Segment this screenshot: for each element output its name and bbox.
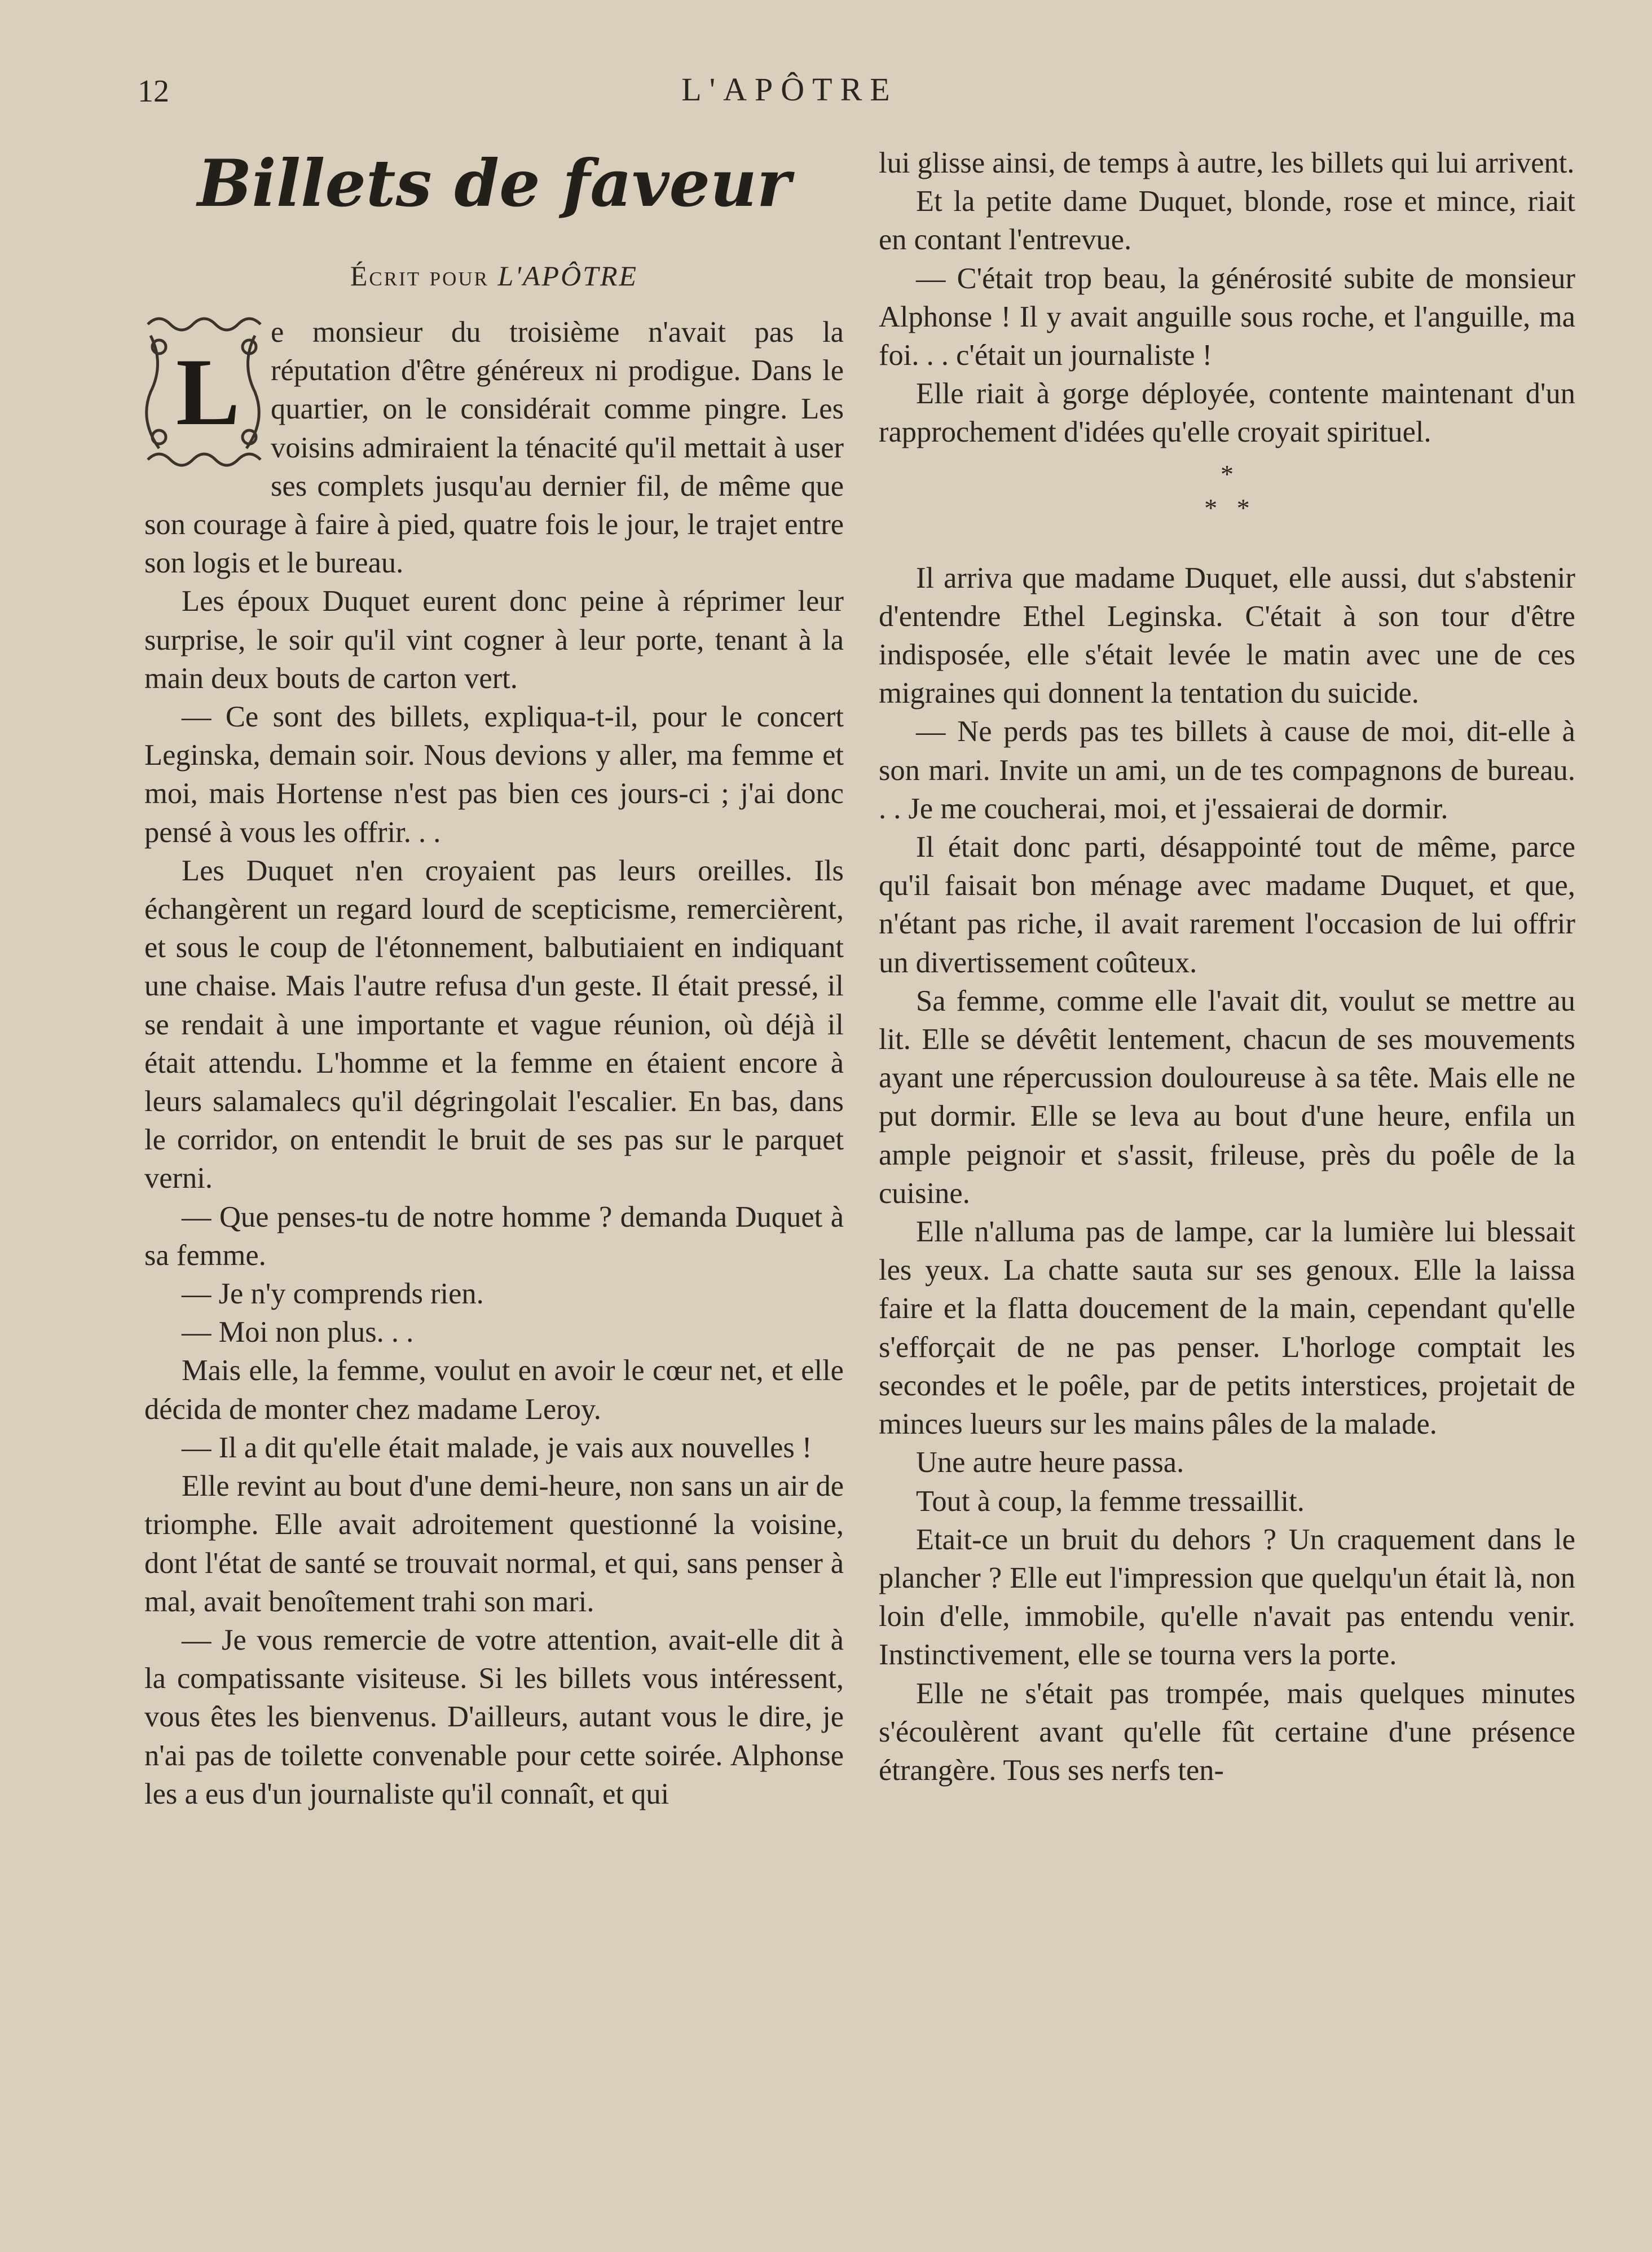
paragraph: Il était donc parti, désappointé tout de même, parce qu'il faisait bon ménage avec madame Duquet, et que, n'étant pas riche, il avait rarement l'occasion de lui offrir un divertissement coûteux. [879,831,1575,979]
right-column [879,144,1575,1790]
paragraph: — Je n'y comprends rien. [182,1277,484,1311]
running-head: L'APÔTRE [681,71,898,108]
paragraph: Elle riait à gorge déployée, contente maintenant d'un rapprochement d'idées qu'elle croyait spirituel. [879,377,1575,449]
paragraph: — Je vous remercie de votre attention, avait-elle dit à la compatissante visiteuse. Si les billets vous intéressent, vous êtes les bienvenus. D'ailleurs, autant vous le dire, je n'ai pas de toilette convenable pour cette soirée. Alphonse les a eus d'un journaliste qu'il connaît, et qui [144,1623,844,1810]
paragraph: — C'était trop beau, la générosité subite de monsieur Alphonse ! Il y avait anguille sous roche, et l'anguille, ma foi. . . c'était un journaliste ! [879,262,1575,372]
paragraph: Mais elle, la femme, voulut en avoir le cœur net, et elle décida de monter chez madame Leroy. [144,1354,844,1426]
paragraph: Une autre heure passa. [916,1446,1184,1479]
paragraph: Les Duquet n'en croyaient pas leurs oreilles. Ils échangèrent un regard lourd de scepticisme, remercièrent, et sous le coup de l'étonnement, balbutiaient en indiquant une chaise. Mais l'autre refusa d'un geste. Il était pressé, il se rendait à une importante et vague réunion, où déjà il était attendu. L'homme et la femme en étaient encore à leurs salamalecs qu'il dégringolait l'escalier. En bas, dans le corridor, on entendit le bruit de ses pas sur le parquet verni. [144,854,844,1195]
separator-star: * [1221,459,1234,488]
paragraph: Il arriva que madame Duquet, elle aussi, dut s'abstenir d'entendre Ethel Leginska. C'était à son tour d'être indisposée, elle s'était levée le matin avec une de ces migraines qui donnent la tentation du suicide. [879,561,1575,710]
paragraph: Les époux Duquet eurent donc peine à réprimer leur surprise, le soir qu'il vint cogner à leur porte, tenant à la main deux bouts de carton vert. [144,585,844,695]
page-number: 12 [138,74,169,109]
paragraph: Sa femme, comme elle l'avait dit, voulut se mettre au lit. Elle se dévêtit lentement, chacun de ses mouvements ayant une répercussion douloureuse à sa tête. Mais elle ne put dormir. Elle se leva au bout d'une heure, enfila un ample peignoir et s'assit, frileuse, près du poêle de la cuisine. [879,984,1575,1210]
paragraph: — Ce sont des billets, expliqua-t-il, pour le concert Leginska, demain soir. Nous devions y aller, ma femme et moi, mais Hortense n'est pas bien ces jours-ci ; j'ai donc pensé à vous les offrir. . . [144,700,844,849]
continued-paragraph: lui glisse ainsi, de temps à autre, les billets qui lui arrivent. [879,147,1575,179]
byline [144,257,844,313]
paragraph: Tout à coup, la femme tressaillit. [916,1484,1305,1518]
paragraph: — Que penses-tu de notre homme ? demanda Duquet à sa femme. [144,1200,844,1272]
paragraph: Et la petite dame Duquet, blonde, rose et mince, riait en contant l'entrevue. [879,185,1575,257]
dropcap-letter: L [176,339,240,445]
ornamental-dropcap [142,313,265,471]
paragraph: Elle n'alluma pas de lampe, car la lumière lui blessait les yeux. La chatte sauta sur ses genoux. Elle la laissa faire et la flatta doucement de la main, cependant qu'elle s'efforçait de ne pas penser. L'horloge comptait les secondes et le poêle, par de petits interstices, projetait de minces lueurs sur les mains pâles de la malade. [879,1215,1575,1441]
paragraph: — Il a dit qu'elle était malade, je vais aux nouvelles ! [182,1431,812,1464]
paragraph: — Ne perds pas tes billets à cause de moi, dit-elle à son mari. Invite un ami, un de tes compagnons de bureau. . . Je me coucherai, moi, et j'essaierai de dormir. [879,715,1575,825]
byline-publication: L'APÔTRE [497,260,638,292]
paragraph: Etait-ce un bruit du dehors ? Un craquement dans le plancher ? Elle eut l'impression que quelqu'un était là, non loin d'elle, immobile, qu'elle n'avait pas entendu venir. Instinctivement, elle se tourna vers la porte. [879,1523,1575,1672]
separator-stars: * * [1204,493,1250,522]
section-separator [879,452,1575,559]
paragraph: — Moi non plus. . . [182,1316,414,1349]
paragraph: Elle revint au bout d'une demi-heure, non sans un air de triomphe. Elle avait adroitement questionné la voisine, dont l'état de santé se trouvait normal, et qui, sans penser à mal, avait benoîtement trahi son mari. [144,1470,844,1618]
article-title: Billets de faveur [197,146,791,221]
paragraph: Elle ne s'était pas trompée, mais quelques minutes s'écoulèrent avant qu'elle fût certaine d'une présence étrangère. Tous ses nerfs ten- [879,1677,1575,1787]
first-paragraph: e monsieur du troisième n'avait pas la réputation d'être généreux ni prodigue. Dans le quartier, on le considérait comme pingre. Les voisins admiraient la ténacité qu'il mettait à user ses complets jusqu'au dernier fil, de même que son courage à faire à pied, quatre fois le jour, le trajet entre son logis et le bureau. [144,316,844,580]
left-column [144,144,844,1813]
byline-prefix: Écrit pour [350,260,490,292]
